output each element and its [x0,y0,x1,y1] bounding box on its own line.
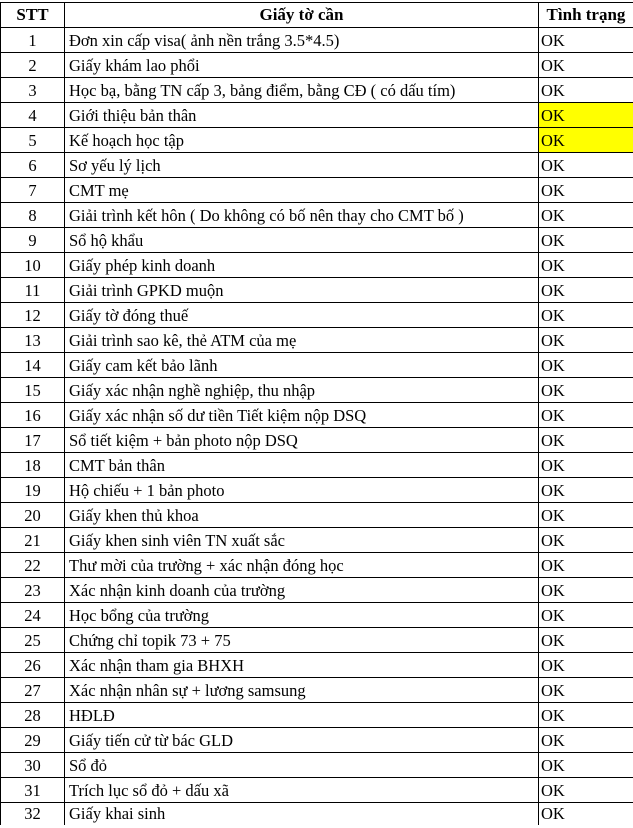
status-cell: OK [539,28,633,53]
table-row [1,503,633,528]
documents-table [0,2,633,825]
status-cell: OK [539,253,633,278]
status-cell: OK [539,703,633,728]
row-number: 5 [1,128,65,153]
table-row [1,453,633,478]
row-number: 10 [1,253,65,278]
status-cell: OK [539,353,633,378]
status-cell: OK [539,203,633,228]
status-cell: OK [539,78,633,103]
table-row [1,378,633,403]
document-name: Kế hoạch học tập [65,128,539,153]
document-name: Sơ yếu lý lịch [65,153,539,178]
document-name: Xác nhận tham gia BHXH [65,653,539,678]
status-cell: OK [539,628,633,653]
table-row [1,203,633,228]
table-row [1,303,633,328]
row-number: 6 [1,153,65,178]
header-stt: STT [1,3,65,28]
table-row [1,353,633,378]
row-number: 18 [1,453,65,478]
table-row [1,703,633,728]
row-number: 19 [1,478,65,503]
table-row [1,478,633,503]
document-name: Giải trình sao kê, thẻ ATM của mẹ [65,328,539,353]
row-number: 20 [1,503,65,528]
status-cell: OK [539,653,633,678]
status-cell: OK [539,553,633,578]
row-number: 7 [1,178,65,203]
table-row [1,578,633,603]
table-row [1,528,633,553]
row-number: 25 [1,628,65,653]
row-number: 15 [1,378,65,403]
status-cell: OK [539,278,633,303]
table-row [1,778,633,803]
status-cell: OK [539,378,633,403]
document-name: Đơn xin cấp visa( ảnh nền trắng 3.5*4.5) [65,28,539,53]
table-row [1,253,633,278]
document-name: Chứng chỉ topik 73 + 75 [65,628,539,653]
row-number: 8 [1,203,65,228]
table-row [1,403,633,428]
row-number: 24 [1,603,65,628]
row-number: 3 [1,78,65,103]
row-number: 11 [1,278,65,303]
status-cell: OK [539,103,633,128]
table-row [1,78,633,103]
document-name: Giấy xác nhận số dư tiền Tiết kiệm nộp DSQ [65,403,539,428]
table-row [1,803,633,826]
status-cell: OK [539,153,633,178]
table-row [1,553,633,578]
status-cell: OK [539,403,633,428]
document-name: Giải trình GPKD muộn [65,278,539,303]
status-cell: OK [539,228,633,253]
document-name: Thư mời của trường + xác nhận đóng học [65,553,539,578]
document-name: Giấy xác nhận nghề nghiệp, thu nhập [65,378,539,403]
document-name: Học bổng của trường [65,603,539,628]
document-name: Giấy khai sinh [65,803,539,826]
status-cell: OK [539,428,633,453]
document-name: Giấy phép kinh doanh [65,253,539,278]
status-cell: OK [539,778,633,803]
table-row [1,678,633,703]
document-name: Sổ đỏ [65,753,539,778]
status-cell: OK [539,528,633,553]
row-number: 1 [1,28,65,53]
document-name: Xác nhận kinh doanh của trường [65,578,539,603]
table-row [1,278,633,303]
document-name: Giấy khen thủ khoa [65,503,539,528]
row-number: 9 [1,228,65,253]
row-number: 13 [1,328,65,353]
document-name: Giấy tờ đóng thuế [65,303,539,328]
status-cell: OK [539,603,633,628]
status-cell: OK [539,753,633,778]
status-cell: OK [539,178,633,203]
table-body [1,28,633,826]
header-document: Giấy tờ cần [65,3,539,28]
status-cell: OK [539,728,633,753]
status-cell: OK [539,303,633,328]
table-row [1,653,633,678]
row-number: 26 [1,653,65,678]
row-number: 16 [1,403,65,428]
table-row [1,28,633,53]
table-row [1,603,633,628]
status-cell: OK [539,678,633,703]
document-name: Giấy tiến cử từ bác GLD [65,728,539,753]
document-name: Xác nhận nhân sự + lương samsung [65,678,539,703]
table-row [1,628,633,653]
row-number: 27 [1,678,65,703]
table-row [1,228,633,253]
table-row [1,128,633,153]
table-row [1,753,633,778]
header-status: Tình trạng [539,3,633,28]
table-row [1,103,633,128]
header-row [1,3,633,28]
row-number: 23 [1,578,65,603]
table-row [1,53,633,78]
row-number: 28 [1,703,65,728]
table-row [1,728,633,753]
row-number: 22 [1,553,65,578]
document-name: Học bạ, bằng TN cấp 3, bảng điểm, bằng CĐ ( có dấu tím) [65,78,539,103]
document-name: Giới thiệu bản thân [65,103,539,128]
row-number: 30 [1,753,65,778]
row-number: 2 [1,53,65,78]
row-number: 31 [1,778,65,803]
status-cell: OK [539,453,633,478]
row-number: 14 [1,353,65,378]
status-cell: OK [539,478,633,503]
table-row [1,178,633,203]
document-name: Hộ chiếu + 1 bản photo [65,478,539,503]
document-name: CMT bản thân [65,453,539,478]
row-number: 21 [1,528,65,553]
row-number: 29 [1,728,65,753]
document-name: Sổ hộ khẩu [65,228,539,253]
document-name: HĐLĐ [65,703,539,728]
document-name: Giấy cam kết bảo lãnh [65,353,539,378]
table-row [1,153,633,178]
row-number: 12 [1,303,65,328]
status-cell: OK [539,53,633,78]
row-number: 4 [1,103,65,128]
status-cell: OK [539,328,633,353]
row-number: 17 [1,428,65,453]
document-name: Trích lục sổ đỏ + dấu xã [65,778,539,803]
table-row [1,328,633,353]
document-name: Giải trình kết hôn ( Do không có bố nên thay cho CMT bố ) [65,203,539,228]
document-name: Sổ tiết kiệm + bản photo nộp DSQ [65,428,539,453]
document-name: CMT mẹ [65,178,539,203]
document-name: Giấy khám lao phổi [65,53,539,78]
status-cell: OK [539,128,633,153]
document-name: Giấy khen sinh viên TN xuất sắc [65,528,539,553]
status-cell: OK [539,803,633,826]
row-number: 32 [1,803,65,826]
table-row [1,428,633,453]
status-cell: OK [539,503,633,528]
status-cell: OK [539,578,633,603]
